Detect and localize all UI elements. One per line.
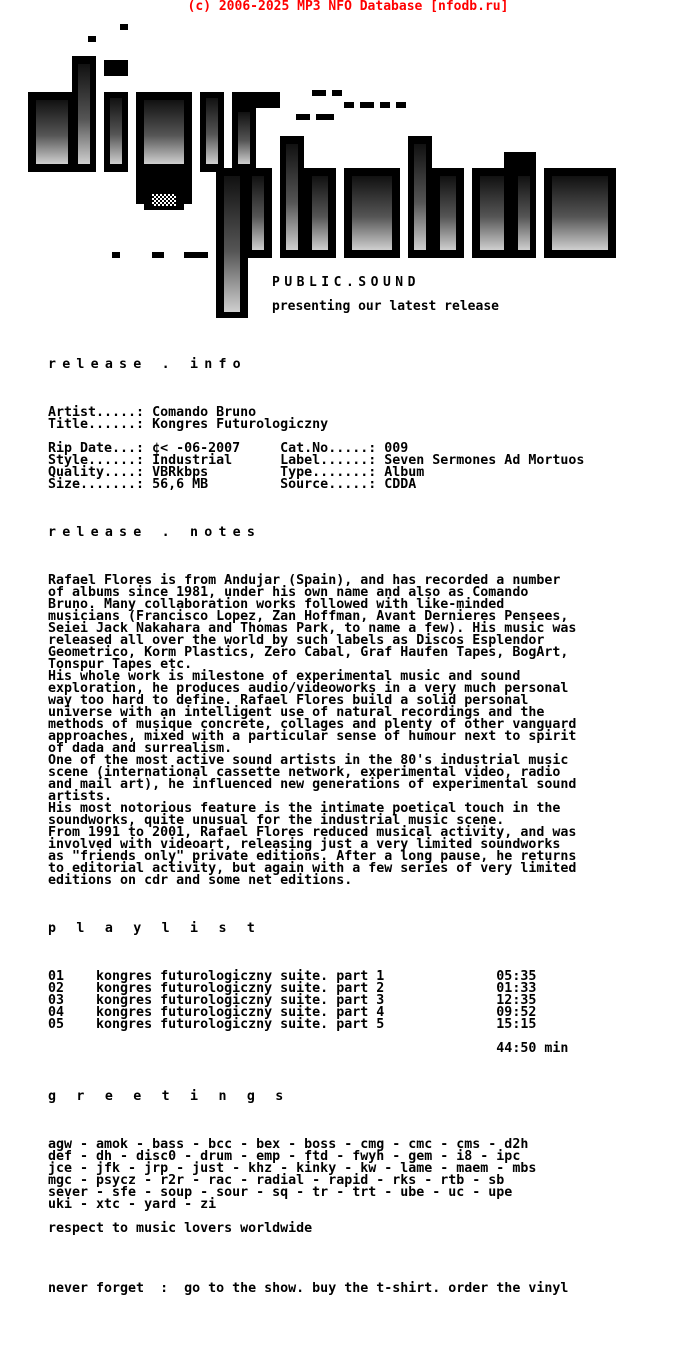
notes-line: From 1991 to 2001, Rafael Flores reduced musical activity, and was	[48, 825, 577, 840]
track-row: 02 kongres futurologiczny suite. part 2 01:33	[48, 981, 537, 996]
notes-line: His whole work is milestone of experimental music and sound	[48, 669, 521, 684]
notes-line: way too hard to define. Rafael Flores build a solid personal	[48, 693, 529, 708]
group-tagline: presenting our latest release	[272, 299, 499, 314]
title-line: Title......: Kongres Futurologiczny	[48, 417, 329, 432]
notes-line: released all over the world by such labels as Discos Esplendor	[48, 633, 545, 648]
greetings-line: uki - xtc - yard - zi	[48, 1197, 217, 1212]
track-row: 01 kongres futurologiczny suite. part 1 05:35	[48, 969, 537, 984]
greetings-line: mgc - psycz - r2r - rac - radial - rapid - rks - rtb - sb	[48, 1173, 505, 1188]
track-row: 04 kongres futurologiczny suite. part 4 09:52	[48, 1005, 537, 1020]
info-row: Rip Date...: ¢< -06-2007 Cat.No.....: 009	[48, 441, 409, 456]
copyright-header[interactable]: (c) 2006-2025 MP3 NFO Database [nfodb.ru]	[187, 0, 509, 14]
notes-line: Seiei Jack Nakahara and Thomas Park, to name a few). His music was	[48, 621, 577, 636]
info-row: Quality....: VBRkbps Type.......: Album	[48, 465, 425, 480]
track-row: 05 kongres futurologiczny suite. part 5 15:15	[48, 1017, 537, 1032]
notes-line: as "friends only" private editions. After a long pause, he returns	[48, 849, 577, 864]
footer-motto: never forget : go to the show. buy the t-shirt. order the vinyl	[48, 1281, 569, 1296]
group-name: PUBLIC.SOUND	[272, 275, 420, 290]
notes-line: soundworks, quite unusual for the industrial music scene.	[48, 813, 505, 828]
release-notes-heading: release . notes	[48, 525, 262, 540]
respect-line: respect to music lovers worldwide	[48, 1221, 313, 1236]
notes-line: musicians (Francisco Lopez, Zan Hoffman, Avant Dernieres Pensees,	[48, 609, 569, 624]
release-info-heading: release . info	[48, 357, 247, 372]
notes-line: exploration, he produces audio/videoworks in a very much personal	[48, 681, 569, 696]
notes-line: His most notorious feature is the intimate poetical touch in the	[48, 801, 561, 816]
notes-line: involved with videoart, releasing just a very limited soundworks	[48, 837, 561, 852]
greetings-heading: g r e e t i n g s	[48, 1089, 290, 1104]
notes-line: Tonspur Tapes etc.	[48, 657, 193, 672]
notes-line: approaches, mixed with a particular sense of humour next to spirit	[48, 729, 577, 744]
notes-line: One of the most active sound artists in the 80's industrial music	[48, 753, 569, 768]
playlist-heading: p l a y l i s t	[48, 921, 262, 936]
notes-line: to editorial activity, but again with a few series of very limited	[48, 861, 577, 876]
notes-line: and mail art), he influenced new generations of experimental sound	[48, 777, 577, 792]
notes-line: Geometrico, Korm Plastics, Zero Cabal, Graf Haufen Tapes, BogArt,	[48, 645, 569, 660]
notes-line: of albums since 1981, under his own name and also as Comando	[48, 585, 529, 600]
notes-line: artists.	[48, 789, 113, 804]
info-row: Style......: Industrial Label......: Seven Sermones Ad Mortuos	[48, 453, 585, 468]
greetings-line: jce - jfk - jrp - just - khz - kinky - kw - lame - maem - mbs	[48, 1161, 537, 1176]
notes-line: universe with an intelligent use of natural recordings and the	[48, 705, 545, 720]
notes-line: of dada and surrealism.	[48, 741, 233, 756]
greetings-line: sever - sfe - soup - sour - sq - tr - trt - ube - uc - upe	[48, 1185, 513, 1200]
greetings-line: agw - amok - bass - bcc - bex - boss - cmg - cmc - cms - d2h	[48, 1137, 529, 1152]
greetings-line: def - dh - disc0 - drum - emp - ftd - fwyh - gem - i8 - ipc	[48, 1149, 521, 1164]
notes-line: editions on cdr and some net editions.	[48, 873, 353, 888]
artist-line: Artist.....: Comando Bruno	[48, 405, 257, 420]
track-row: 03 kongres futurologiczny suite. part 3 12:35	[48, 993, 537, 1008]
total-length: 44:50 min	[48, 1041, 569, 1056]
nfo-body	[48, 359, 584, 1295]
notes-line: methods of musique concrete, collages and plenty of other vanguard	[48, 717, 577, 732]
notes-line: Bruno. Many collaboration works followed with like-minded	[48, 597, 505, 612]
info-row: Size.......: 56,6 MB Source.....: CDDA	[48, 477, 417, 492]
notes-line: Rafael Flores is from Andujar (Spain), and has recorded a number	[48, 573, 561, 588]
notes-line: scene (international cassette network, experimental video, radio	[48, 765, 561, 780]
